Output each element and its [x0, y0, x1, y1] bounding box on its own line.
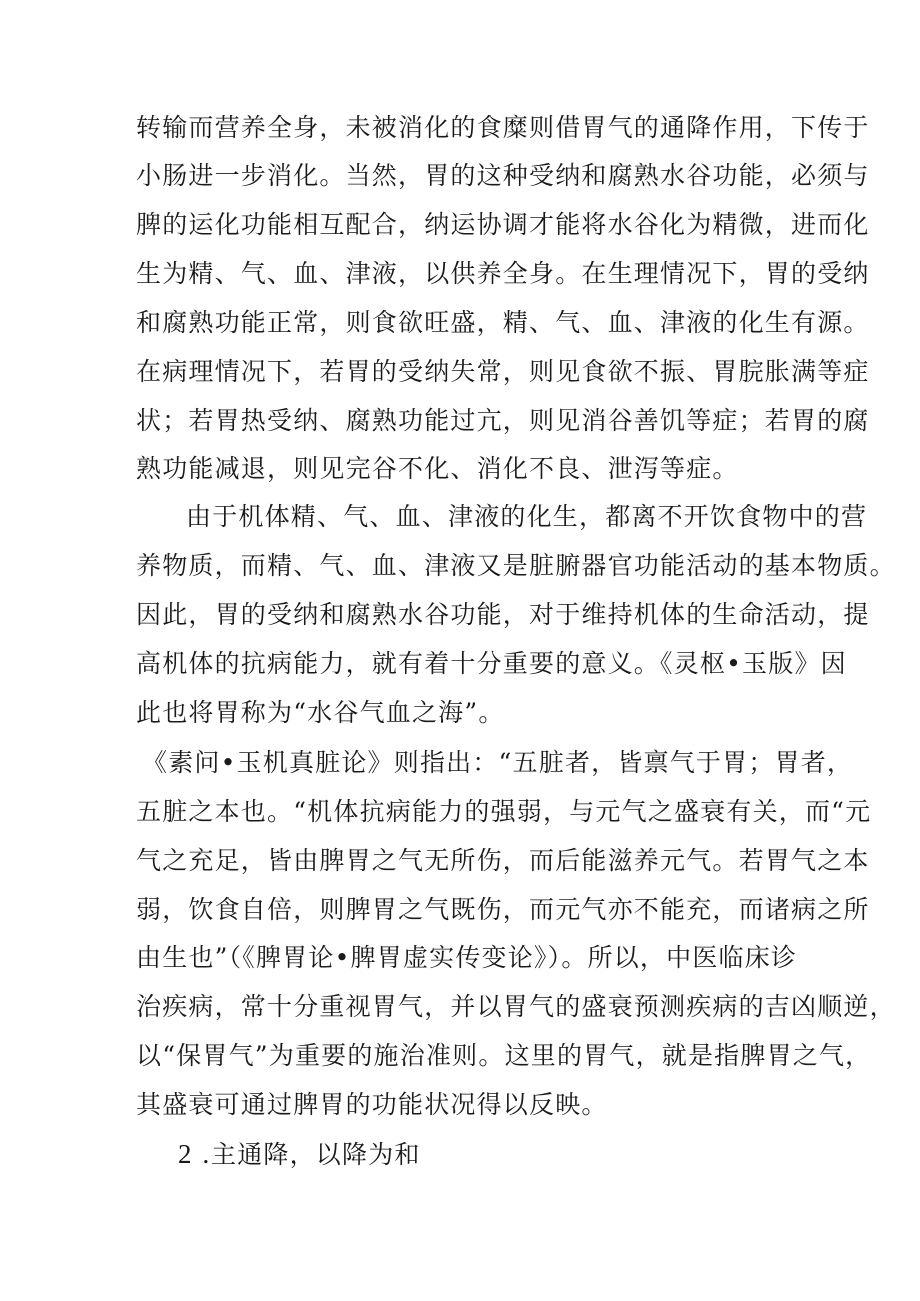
- text-line: 养物质，而精、气、血、津液又是脏腑器官功能活动的基本物质。: [136, 551, 896, 580]
- text-line: 和腐熟功能正常，则食欲旺盛，精、气、血、津液的化生有源。: [136, 308, 870, 337]
- text-line: 生为精、气、血、津液，以供养全身。在生理情况下，胃的受纳: [136, 259, 870, 288]
- text-line: 小肠进一步消化。当然，胃的这种受纳和腐熟水谷功能，必须与: [136, 161, 870, 190]
- text-line: 由于机体精、气、血、津液的化生，都离不开饮食物中的营: [186, 502, 868, 531]
- text-line: 在病理情况下，若胃的受纳失常，则见食欲不振、胃脘胀满等症: [136, 357, 870, 386]
- section-number: 2: [178, 1139, 193, 1169]
- text-line: 弱，饮食自倍，则脾胃之气既伤，而元气亦不能充，而诸病之所: [136, 895, 870, 924]
- text-line: 因此，胃的受纳和腐熟水谷功能，对于维持机体的生命活动，提: [136, 600, 870, 629]
- text-line: 此也将胃称为“水谷气血之海”。: [136, 698, 505, 727]
- text-line: 高机体的抗病能力，就有着十分重要的意义。《灵枢•玉版》因: [136, 649, 847, 678]
- text-line: 由生也”（《脾胃论•脾胃虚实传变论》）。所以，中医临床诊: [136, 943, 798, 972]
- text-line: 状；若胃热受纳、腐熟功能过亢，则见消谷善饥等症；若胃的腐: [136, 406, 870, 435]
- text-line: 熟功能减退，则见完谷不化、消化不良、泄泻等症。: [136, 454, 739, 483]
- text-line: 气之充足，皆由脾胃之气无所伤，而后能滋养元气。若胃气之本: [136, 846, 870, 875]
- section-heading: [178, 1137, 421, 1172]
- text-line: 《素问•玉机真脏论》则指出：“五脏者，皆禀气于胃；胃者，: [142, 748, 854, 777]
- section-title: .主通降，以降为和: [192, 1140, 421, 1169]
- text-line: 脾的运化功能相互配合，纳运协调才能将水谷化为精微，进而化: [136, 210, 870, 239]
- text-line: 转输而营养全身，未被消化的食糜则借胃气的通降作用，下传于: [136, 113, 870, 142]
- text-line: 治疾病，常十分重视胃气，并以胃气的盛衰预测疾病的吉凶顺逆，: [136, 992, 896, 1021]
- text-line: 以“保胃气”为重要的施治准则。这里的胃气，就是指脾胃之气，: [136, 1041, 872, 1070]
- text-line: 其盛衰可通过脾胃的功能状况得以反映。: [136, 1090, 608, 1119]
- text-line: 五脏之本也。“机体抗病能力的强弱，与元气之盛衰有关，而“元: [136, 797, 872, 826]
